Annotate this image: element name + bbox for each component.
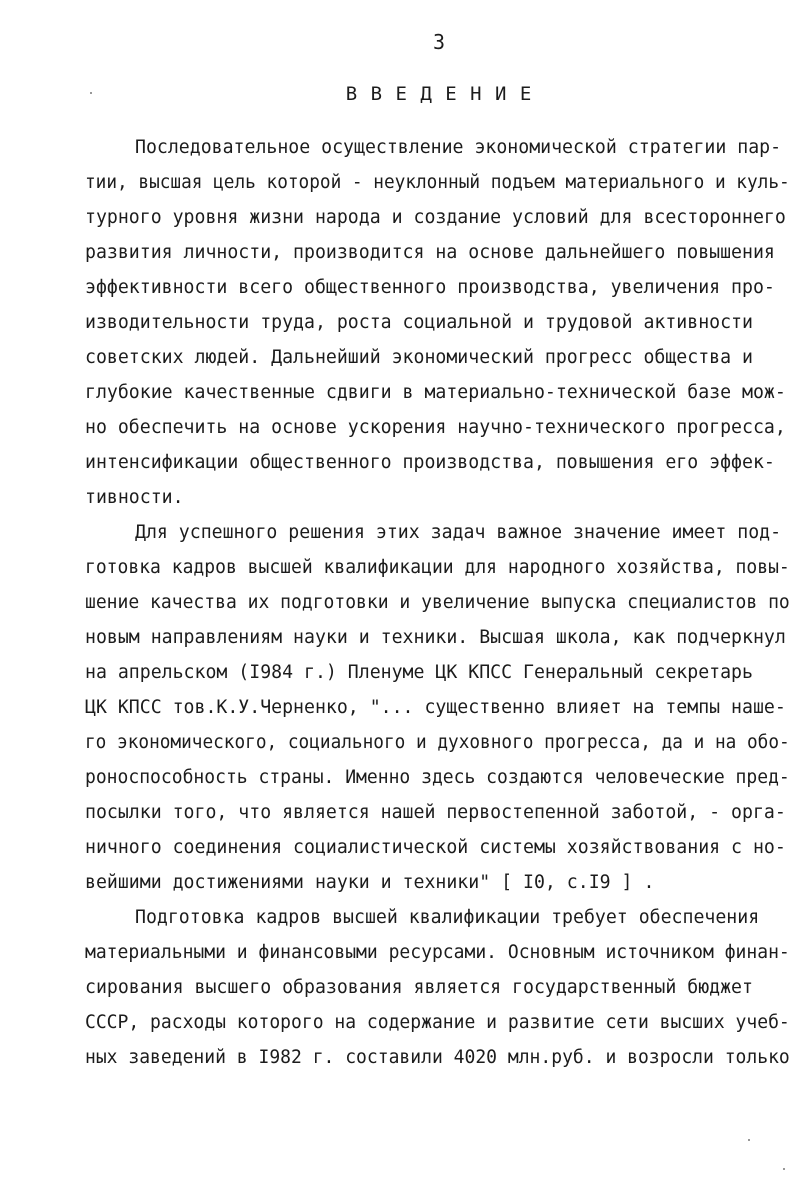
scan-speck — [90, 92, 92, 94]
text-line: Для успешного решения этих задач важное значение имеет под- — [135, 522, 782, 543]
text-line: глубокие качественные сдвиги в материально-технической базе мож- — [85, 382, 786, 403]
text-line: но обеспечить на основе ускорения научно-технического прогресса, — [85, 417, 786, 438]
text-line: эффективности всего общественного производства, увеличения про- — [85, 277, 775, 298]
text-line: турного уровня жизни народа и создание условий для всестороннего — [85, 207, 786, 228]
text-line: вейшими достижениями науки и техники" [ I0, с.I9 ] . — [85, 872, 655, 893]
text-line: ЦК КПСС тов.К.У.Черненко, "... существенно влияет на темпы наше- — [85, 697, 786, 718]
scan-speck — [748, 1139, 750, 1141]
text-line: го экономического, социального и духовного прогресса, да и на обо- — [85, 732, 790, 753]
text-line: новым направлениям науки и техники. Высшая школа, как подчеркнул — [85, 627, 786, 648]
text-line: Последовательное осуществление экономической стратегии пар- — [135, 137, 782, 158]
text-line: изводительности труда, роста социальной и трудовой активности — [85, 312, 753, 333]
text-line: развития личности, производится на основе дальнейшего повышения — [85, 242, 775, 263]
text-line: тивности. — [85, 487, 184, 508]
text-line: ничного соединения социалистической системы хозяйствования с но- — [85, 837, 786, 858]
text-line: шение качества их подготовки и увеличение выпуска специалистов по — [85, 592, 790, 613]
text-line: сирования высшего образования является государственный бюджет — [85, 977, 753, 998]
text-line: ных заведений в I982 г. составили 4020 млн.руб. и возросли только — [85, 1047, 790, 1068]
text-line: СССР, расходы которого на содержание и развитие сети высших учеб- — [85, 1012, 790, 1033]
text-line: на апрельском (I984 г.) Пленуме ЦК КПСС Генеральный секретарь — [85, 662, 753, 683]
text-line: роноспособность страны. Именно здесь создаются человеческие пред- — [85, 767, 790, 788]
text-line: Подготовка кадров высшей квалификации требует обеспечения — [135, 907, 760, 928]
text-line: тии, высшая цель которой - неуклонный подъем материального и куль- — [85, 172, 790, 193]
section-heading: В В Е Д Е Н И Е — [345, 83, 533, 105]
text-line: интенсификации общественного производства, повышения его эффек- — [85, 452, 775, 473]
text-line: советских людей. Дальнейший экономический прогресс общества и — [85, 347, 753, 368]
scan-speck — [783, 1168, 785, 1170]
text-line: готовка кадров высшей квалификации для народного хозяйства, повы- — [85, 557, 790, 578]
page-number: 3 — [432, 30, 446, 54]
text-line: материальными и финансовыми ресурсами. Основным источником финан- — [85, 942, 790, 963]
text-line: посылки того, что является нашей первостепенной заботой, - орга- — [85, 802, 786, 823]
